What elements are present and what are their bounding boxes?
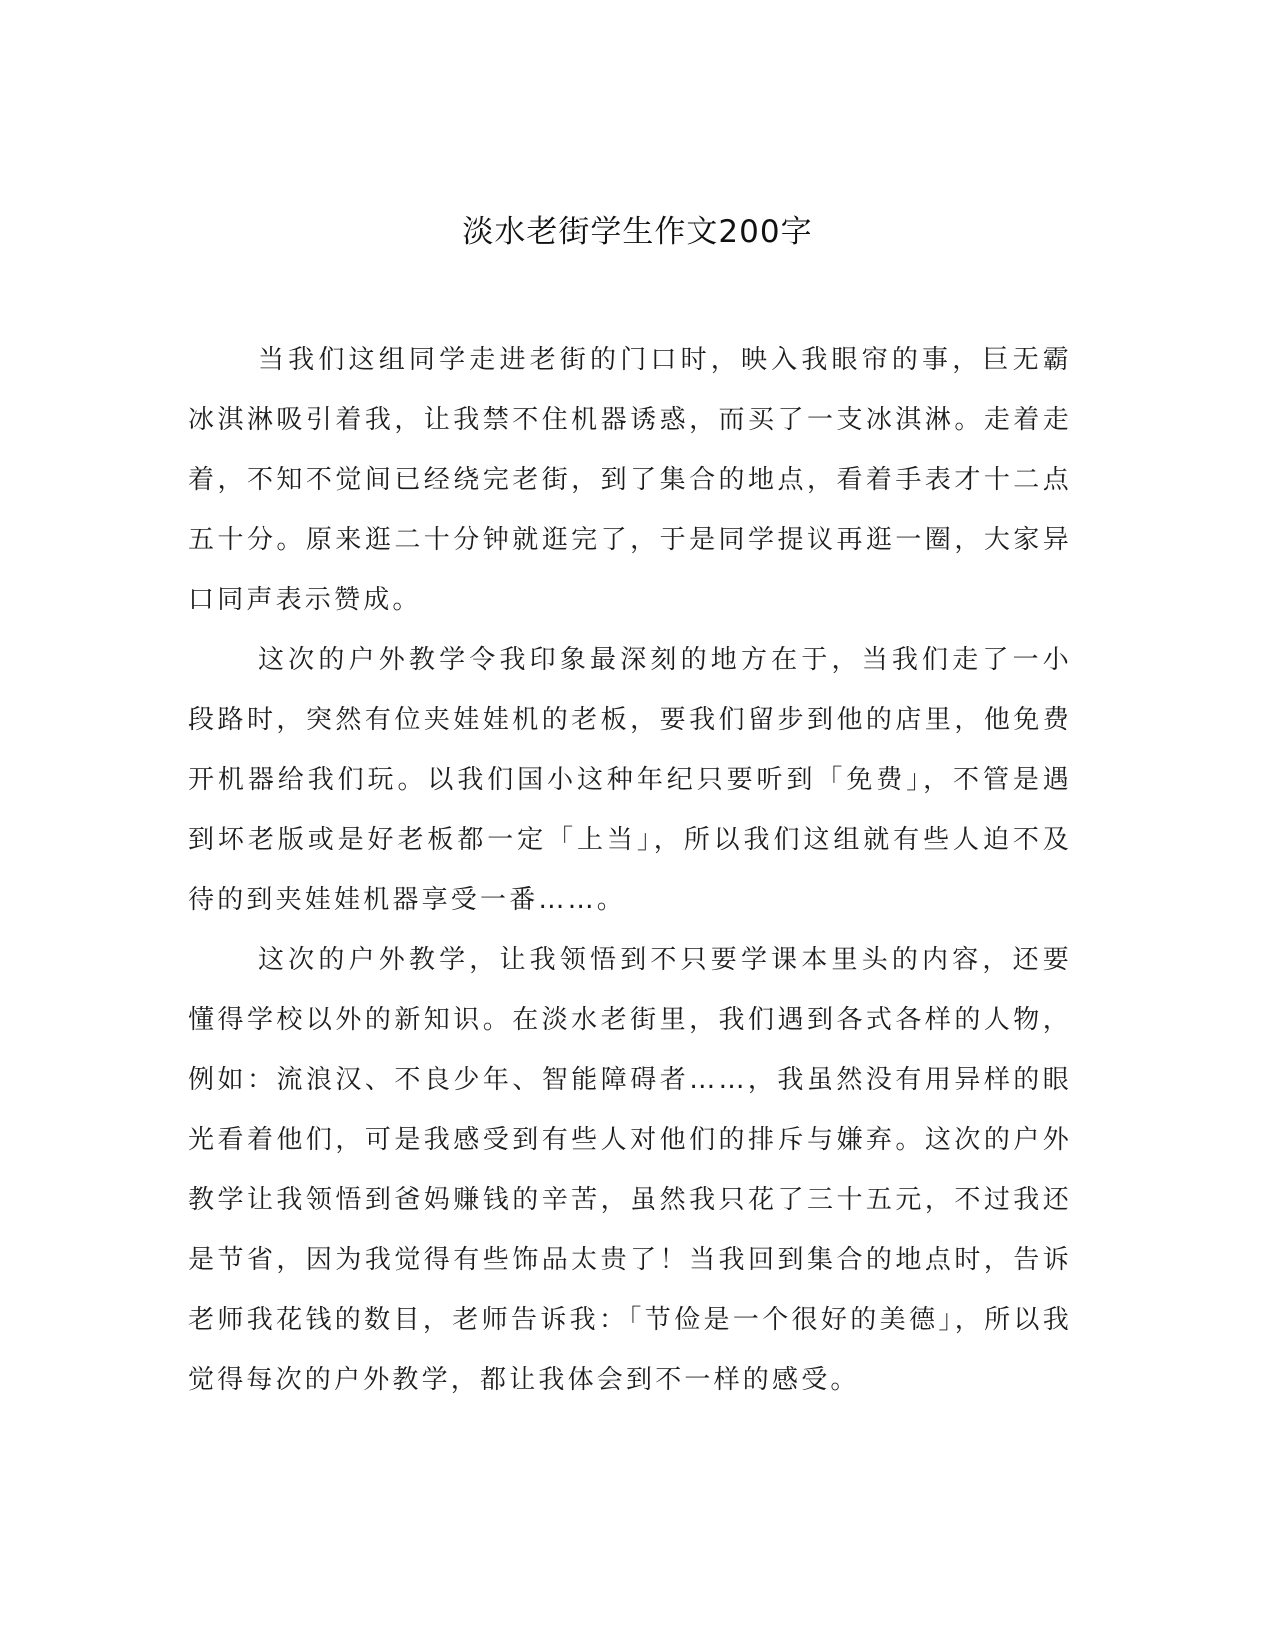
essay-paragraph-3: 这次的户外教学，让我领悟到不只要学课本里头的内容，还要懂得学校以外的新知识。在淡水老街里，我们遇到各式各样的人物，例如：流浪汉、不良少年、智能障碍者……，我虽然没有用异样的眼光看着他们，可是我感受到有些人对他们的排斥与嫌弃。这次的户外教学让我领悟到爸妈赚钱的辛苦，虽然我只花了三十五元，不过我还是节省，因为我觉得有些饰品太贵了！当我回到集合的地点时，告诉老师我花钱的数目，老师告诉我：「节俭是一个很好的美德」，所以我觉得每次的户外教学，都让我体会到不一样的感受。 (188, 945, 1072, 1395)
essay-body (188, 330, 1072, 1410)
document-title: 淡水老街学生作文200字 (462, 214, 813, 250)
essay-paragraph-2: 这次的户外教学令我印象最深刻的地方在于，当我们走了一小段路时，突然有位夹娃娃机的老板，要我们留步到他的店里，他免费开机器给我们玩。以我们国小这种年纪只要听到「免费」，不管是遇到坏老版或是好老板都一定「上当」，所以我们这组就有些人迫不及待的到夹娃娃机器享受一番……。 (188, 645, 1072, 915)
essay-paragraph-1: 当我们这组同学走进老街的门口时，映入我眼帘的事，巨无霸冰淇淋吸引着我，让我禁不住机器诱惑，而买了一支冰淇淋。走着走着，不知不觉间已经绕完老街，到了集合的地点，看着手表才十二点五十分。原来逛二十分钟就逛完了，于是同学提议再逛一圈，大家异口同声表示赞成。 (188, 345, 1072, 615)
